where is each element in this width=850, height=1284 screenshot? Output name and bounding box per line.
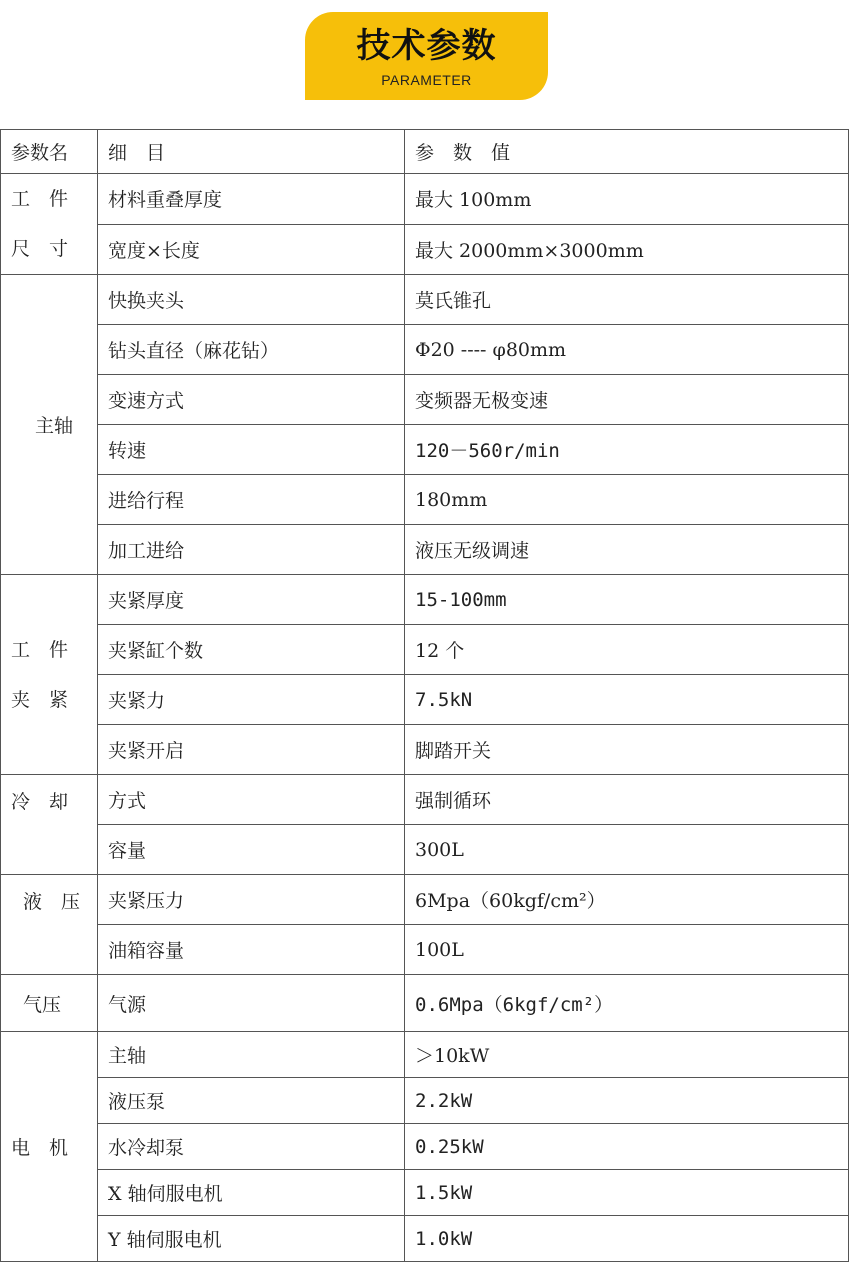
table-row	[1, 725, 849, 775]
value-cell: 0.6Mpa（6kgf/cm²）	[405, 975, 849, 1032]
value-cell: 莫氏锥孔	[405, 275, 849, 325]
item-cell: 夹紧厚度	[98, 575, 405, 625]
item-cell: 容量	[98, 825, 405, 875]
banner-title: 技术参数	[356, 26, 497, 66]
item-cell: 宽度×长度	[98, 224, 405, 275]
table-row	[1, 925, 849, 975]
group-label-line: 工 件	[11, 638, 69, 661]
value-cell: 1.0kW	[405, 1216, 849, 1262]
table-row	[1, 675, 849, 725]
item-cell: 加工进给	[98, 525, 405, 575]
group-clamping	[1, 575, 98, 775]
table-row	[1, 875, 849, 925]
group-hydraulic: 液 压	[1, 875, 98, 975]
value-cell: 脚踏开关	[405, 725, 849, 775]
header-group: 参数名	[1, 130, 98, 174]
item-cell: 转速	[98, 425, 405, 475]
value-cell: 变频器无极变速	[405, 375, 849, 425]
table-row	[1, 1032, 849, 1078]
value-cell: ＞10kW	[405, 1032, 849, 1078]
table-row	[1, 775, 849, 825]
item-cell: 油箱容量	[98, 925, 405, 975]
item-cell: 气源	[98, 975, 405, 1032]
table-row	[1, 1124, 849, 1170]
table-row	[1, 174, 849, 225]
item-cell: 水冷却泵	[98, 1124, 405, 1170]
table-row	[1, 375, 849, 425]
value-cell: Φ20 ---- φ80mm	[405, 325, 849, 375]
value-cell: 0.25kW	[405, 1124, 849, 1170]
value-cell: 强制循环	[405, 775, 849, 825]
item-cell: Y 轴伺服电机	[98, 1216, 405, 1262]
table-row	[1, 1170, 849, 1216]
item-cell: 夹紧缸个数	[98, 625, 405, 675]
item-cell: 进给行程	[98, 475, 405, 525]
table-row	[1, 525, 849, 575]
item-cell: 夹紧力	[98, 675, 405, 725]
parameter-table	[0, 129, 849, 1262]
group-label-line: 夹 紧	[11, 688, 69, 711]
value-cell: 300L	[405, 825, 849, 875]
value-cell: 100L	[405, 925, 849, 975]
table-row	[1, 1078, 849, 1124]
group-pneumatic: 气压	[1, 975, 98, 1032]
item-cell: 材料重叠厚度	[98, 174, 405, 225]
table-row	[1, 425, 849, 475]
table-row	[1, 1216, 849, 1262]
item-cell: 钻头直径（麻花钻）	[98, 325, 405, 375]
item-cell: 夹紧压力	[98, 875, 405, 925]
value-cell: 液压无级调速	[405, 525, 849, 575]
table-header-row	[1, 130, 849, 174]
value-cell: 7.5kN	[405, 675, 849, 725]
table-row	[1, 825, 849, 875]
item-cell: 快换夹头	[98, 275, 405, 325]
table-row	[1, 325, 849, 375]
table-row	[1, 575, 849, 625]
table-row	[1, 975, 849, 1032]
group-motor: 电 机	[1, 1032, 98, 1262]
item-cell: 液压泵	[98, 1078, 405, 1124]
value-cell: 15-100mm	[405, 575, 849, 625]
group-workpiece-size	[1, 174, 98, 275]
item-cell: 方式	[98, 775, 405, 825]
item-cell: 主轴	[98, 1032, 405, 1078]
parameter-banner	[305, 12, 548, 100]
value-cell: 1.5kW	[405, 1170, 849, 1216]
table-row	[1, 275, 849, 325]
group-label-line: 工 件	[11, 188, 69, 210]
item-cell: 变速方式	[98, 375, 405, 425]
value-cell: 最大 100mm	[405, 174, 849, 225]
value-cell: 6Mpa（60kgf/cm²）	[405, 875, 849, 925]
banner-subtitle: PARAMETER	[381, 72, 472, 88]
header-item: 细 目	[98, 130, 405, 174]
table-row	[1, 625, 849, 675]
value-cell: 最大 2000mm×3000mm	[405, 224, 849, 275]
group-label-line: 尺 寸	[11, 238, 69, 260]
item-cell: X 轴伺服电机	[98, 1170, 405, 1216]
table-row	[1, 475, 849, 525]
table-row	[1, 224, 849, 275]
group-cooling: 冷 却	[1, 775, 98, 875]
value-cell: 180mm	[405, 475, 849, 525]
group-spindle: 主轴	[1, 275, 98, 575]
value-cell: 12 个	[405, 625, 849, 675]
value-cell: 2.2kW	[405, 1078, 849, 1124]
value-cell: 120－560r/min	[405, 425, 849, 475]
item-cell: 夹紧开启	[98, 725, 405, 775]
header-value: 参 数 值	[405, 130, 849, 174]
